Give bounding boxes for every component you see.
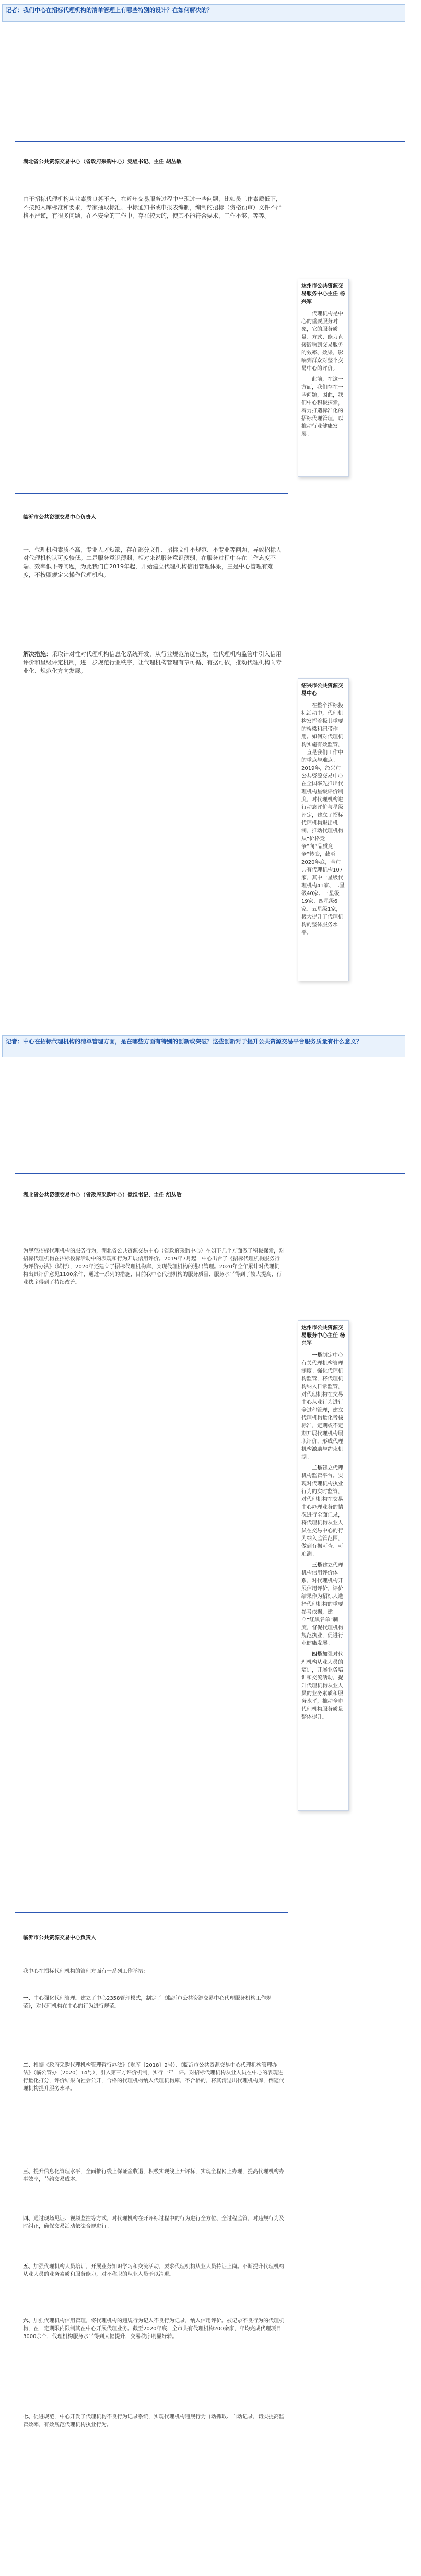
item-text: 提升信息化管理水平，全面推行线上保证金收退，积极实现线上开评标，实现全程网上办理，提高代理机构办事效率，节约交易成本。: [23, 2169, 284, 2183]
speaker-name: 湖北省公共资源交易中心（省政府采购中心）党组书记、主任 胡丛敏: [23, 1192, 182, 1198]
question-banner-1: [2, 4, 405, 22]
speaker-name: 临沂市公共资源交易中心负责人: [23, 1935, 96, 1941]
card-paragraph: 制定中心有关代理机构管理制度。强化代理机构监管，将代理机构纳入日常监管，对代理机构在交易中心从业行为进行全过程管理，建立代理机构量化考核标准，定期或不定期开展代理机构履职评价，形成代理机构激励与约束机制。: [301, 1353, 343, 1460]
quote-card-3: [298, 1320, 349, 1811]
answer-list-item: [23, 2317, 284, 2341]
item-number: 二、: [23, 2062, 33, 2068]
answer-paragraph: [23, 650, 284, 675]
item-number: 七、: [23, 2414, 33, 2420]
item-number: 四、: [23, 2216, 33, 2222]
item-number: 五、: [23, 2264, 33, 2270]
item-number: 三是: [312, 1563, 322, 1568]
answer-list-item: [23, 2168, 284, 2184]
item-number: 三、: [23, 2169, 33, 2175]
section-divider: [15, 493, 288, 494]
section-divider: [15, 1912, 288, 1913]
item-text: 促进规范，中心开发了代理机构不良行为记录系统，实现代理机构违规行为自动抓取、自动记录，切实提高监管效率，有效规范代理机构执业行为。: [23, 2414, 284, 2428]
item-number: 一、: [23, 1996, 33, 2001]
answer-intro: 我中心在招标代理机构的管理方面有一系列工作举措：: [23, 1969, 148, 1974]
card-title: 达州市公共资源交易服务中心主任 杨兴军: [301, 283, 345, 305]
item-number: 一是: [312, 1353, 322, 1358]
card-title: 绍兴市公共资源交易中心: [301, 683, 343, 697]
answer-list-item: [23, 2061, 284, 2093]
item-text: 加强代理机构人员培训，开展业务知识学习和交流活动，要求代理机构从业人员持证上岗。不断提升代理机构从业人员的业务素质和服务能力，对不称职的从业人员予以清退。: [23, 2264, 284, 2277]
question-text-1: 记者：我们中心在招标代理机构的清单管理上有哪些特别的设计？在如何解决的？: [6, 7, 213, 14]
item-number: 六、: [23, 2318, 33, 2324]
card-title: 达州市公共资源交易服务中心主任 杨兴军: [301, 1325, 345, 1346]
item-number: 二是: [312, 1465, 322, 1471]
fix-label: 解决措施：: [23, 651, 52, 658]
quote-card-1: [298, 279, 349, 477]
speaker-name: 湖北省公共资源交易中心（省政府采购中心）党组书记、主任 胡丛敏: [23, 159, 182, 165]
answer-list-item: [23, 1995, 284, 2010]
card-paragraph: 加强对代理机构从业人员的培训，开展业务培训和交流活动，提升代理机构从业人员的业务素质和服务水平，推动全市代理机构服务质量整体提升。: [301, 1652, 343, 1720]
card-paragraph: 建立代理机构监管平台。实现对代理机构执业行为的实时监管，对代理机构在交易中心办理业务的情况进行全面记录，将代理机构从业人员在交易中心的行为纳入监管范围，做到有据可查、可追溯。: [301, 1465, 343, 1557]
card-paragraph: 代理机构是中心的重要服务对象，它的服务质量、方式、能力直接影响到交易服务的效率、效果，影响到群众对整个交易中心的评价。: [301, 311, 343, 372]
answer-list-item: [23, 2413, 284, 2429]
answer-list-item: [23, 2215, 284, 2231]
answer-paragraph: 由于招标代理机构从业素质良莠不齐，在近年交易服务过程中出现过一些问题，比如员工作素质低下，不按照入库标准和要求，专家抽取标准、中标通知书或申报表编制，编制的招标（资格预审）文件不严格不严谨，有很多问题，在不安全的工作中，存在较大的，使其不能符合要求，工作不够，等等。: [23, 196, 282, 219]
answer-list-item: [23, 2263, 284, 2279]
card-paragraph: 建立代理机构信用评价体系，对代理机构开展信用评价，评价结果作为招标人选择代理机构的重要参考依据，建立“红黑名单”制度，督促代理机构规范执业，促进行业健康发展。: [301, 1563, 343, 1647]
section-divider: [15, 141, 405, 142]
section-divider: [15, 1173, 405, 1174]
item-text: 加强代理机构信用管理，将代理机构的违规行为记入不良行为记录，纳入信用评价。被记录不良行为的代理机构，在一定期限内限制其在中心开展代理业务。截至2020年底，全市共有代理机构200余家，年均完成代理项目3000余个，代理机构服务水平得到大幅提升，交易秩序明显好转。: [23, 2318, 284, 2340]
speaker-name: 临沂市公共资源交易中心负责人: [23, 515, 96, 520]
question-banner-2: [2, 1035, 405, 1057]
item-text: 通过现场见证、视频监控等方式，对代理机构在开评标过程中的行为进行全方位、全过程监管，对违规行为及时纠正，确保交易活动依法合规进行。: [23, 2216, 284, 2229]
item-number: 四是: [312, 1652, 322, 1657]
quote-card-2: [298, 678, 349, 981]
question-text-2: 记者：中心在招标代理机构的清单管理方面，是在哪些方面有特别的创新或突破？这些创新对于提升公共资源交易平台服务质量有什么意义？: [6, 1038, 362, 1045]
card-paragraph: 在整个招标投标活动中，代理机构发挥着极其重要的桥梁和纽带作用。如何对代理机构实施有效监管，一直是我们工作中的重点与难点。2019年，绍兴市公共资源交易中心在全国率先推出代理机构星级评价制度，对代理机构进行动态评价与星级评定，建立了招标代理机构退出机制，推动代理机构从“价格竞争”向“品质竞争”转变，截至2020年底，全市共有代理机构107家，其中一星级代理机构41家、二星级40家、三星级19家、四星级6家、五星级1家，极大提升了代理机构的整体服务水平。: [301, 703, 345, 936]
item-text: 中心强化代理管理。建立了中心2358管理模式，制定了《临沂市公共资源交易中心代理服务机构工作规范》，对代理机构在中心的行为进行规范。: [23, 1996, 272, 2009]
item-text: 根据《政府采购代理机构管理暂行办法》（财库〔2018〕2号）、《临沂市公共资源交易中心代理机构管理办法》（临公管办〔2020〕14号），引入第三方评价机制，实行一年一评。对招标代理机构从业人员在中心的表现进行量化打分，评价结果向社会公开，合格的代理机构纳入代理机构库，不合格的，将其清退出代理机构库，倒逼代理机构提升服务水平。: [23, 2062, 284, 2092]
fix-text: 采取针对性对代理机构信息化系统开发，从行业规范角度出发，在代理机构监管中引入信用评价和星级评定机制，进一步规范行业秩序，让代理机构管理有章可循、有据可依，推动代理机构向专业化、规范化方向发展。: [23, 651, 282, 674]
answer-paragraph: 为规范招标代理机构的服务行为，湖北省公共资源交易中心（省政府采购中心）在如下几个方面做了积极探索，对招标代理机构在招标投标活动中的表现和行为开展信用评价。2019年7月起，中心出台了《招标代理机构服务行为评价办法》（试行），2020年还建立了招标代理机构库，实现代理机构的进出管理。2020年全年累计对代理机构出具评价意见1100余件，通过一系列的措施，目前我中心代理机构的服务质量、服务水平得到了较大提高，行业秩序得到了持续改善。: [23, 1248, 284, 1285]
card-paragraph: 此前，在这一方面，我们存在一些问题，因此，我们中心积极探索，着力打造标准化的招标代理管理，以推动行业健康发展。: [301, 377, 343, 437]
answer-paragraph: 一、代理机构素质不高，专业人才短缺，存在部分文件、招标文件不规范、不专业等问题，导致招标人对代理机构认可度较低。二是服务意识薄弱，相对来说服务意识薄弱，在服务过程中存在工作态度不端、效率低下等问题，为此我们自2019年起，开始建立代理机构信用管理体系，三是中心管理有难度，不按照规定来操作代理机构。: [23, 546, 282, 578]
